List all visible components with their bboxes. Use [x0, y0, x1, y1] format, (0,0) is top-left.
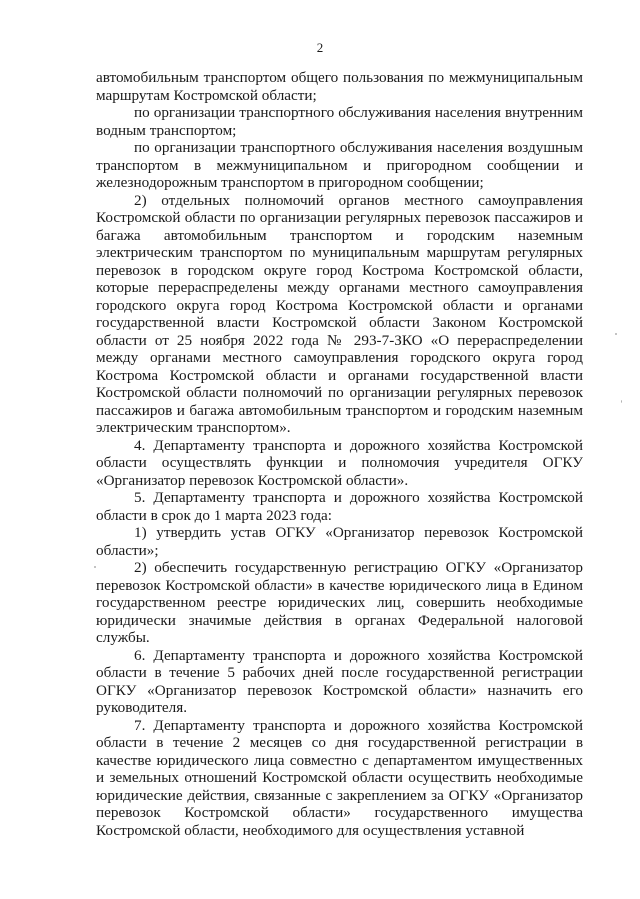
paragraph-clause-6: 6. Департаменту транспорта и дорожного хозяйства Костромской области в течение 5 рабочих дней после государственной регистрации ОГКУ «Организатор перевозок Костромской области» назначить его руководителя. [96, 646, 583, 716]
scan-speck [94, 566, 96, 568]
scan-speck [621, 400, 622, 403]
scan-speck [615, 333, 617, 335]
paragraph-air-rail-transport: по организации транспортного обслуживания населения воздушным транспортом в межмуниципальном и пригородном сообщении и железнодорожным транспортом в пригородном сообщении; [96, 139, 583, 191]
paragraph-continuation: автомобильным транспортом общего пользования по межмуниципальным маршрутам Костромской области; [96, 69, 583, 104]
paragraph-water-transport: по организации транспортного обслуживания населения внутренним водным транспортом; [96, 104, 583, 139]
page-number: 2 [316, 40, 324, 55]
paragraph-clause-4: 4. Департаменту транспорта и дорожного хозяйства Костромской области осуществлять функции и полномочия учредителя ОГКУ «Организатор перевозок Костромской области». [96, 436, 583, 489]
paragraph-item-2-powers: 2) отдельных полномочий органов местного самоуправления Костромской области по организации регулярных перевозок пассажиров и багажа автомобильным транспортом и городским наземным электрическим транспортом по муниципальным маршрутам регулярных перевозок в городском округе город Кострома Костромской области, которые перераспределены между органами местного самоуправления городского округа город Кострома Костромской области и органами государственной власти Костромской области Законом Костромской области от 25 ноября 2022 года № 293-7-ЗКО «О перераспределении между органами местного самоуправления городского округа город Кострома Костромской области и органами государственной власти Костромской области полномочий по организации регулярных перевозок пассажиров и багажа автомобильным транспортом и городским наземным электрическим транспортом». [96, 191, 583, 436]
paragraph-clause-5: 5. Департаменту транспорта и дорожного хозяйства Костромской области в срок до 1 марта 2023 года: [96, 489, 583, 524]
paragraph-clause-7: 7. Департаменту транспорта и дорожного хозяйства Костромской области в течение 2 месяцев со дня государственной регистрации в качестве юридического лица совместно с департаментом имущественных и земельных отношений Костромской области осуществить необходимые юридические действия, связанные с закреплением за ОГКУ «Организатор перевозок Костромской области» государственного имущества Костромской области, необходимого для осуществления уставной [96, 716, 583, 839]
paragraph-clause-5-item-1: 1) утвердить устав ОГКУ «Организатор перевозок Костромской области»; [96, 524, 583, 559]
paragraph-clause-5-item-2: 2) обеспечить государственную регистрацию ОГКУ «Организатор перевозок Костромской области» в качестве юридического лица в Едином государственном реестре юридических лиц, совершить необходимые юридически значимые действия в органах Федеральной налоговой службы. [96, 559, 583, 646]
document-body [96, 69, 583, 839]
